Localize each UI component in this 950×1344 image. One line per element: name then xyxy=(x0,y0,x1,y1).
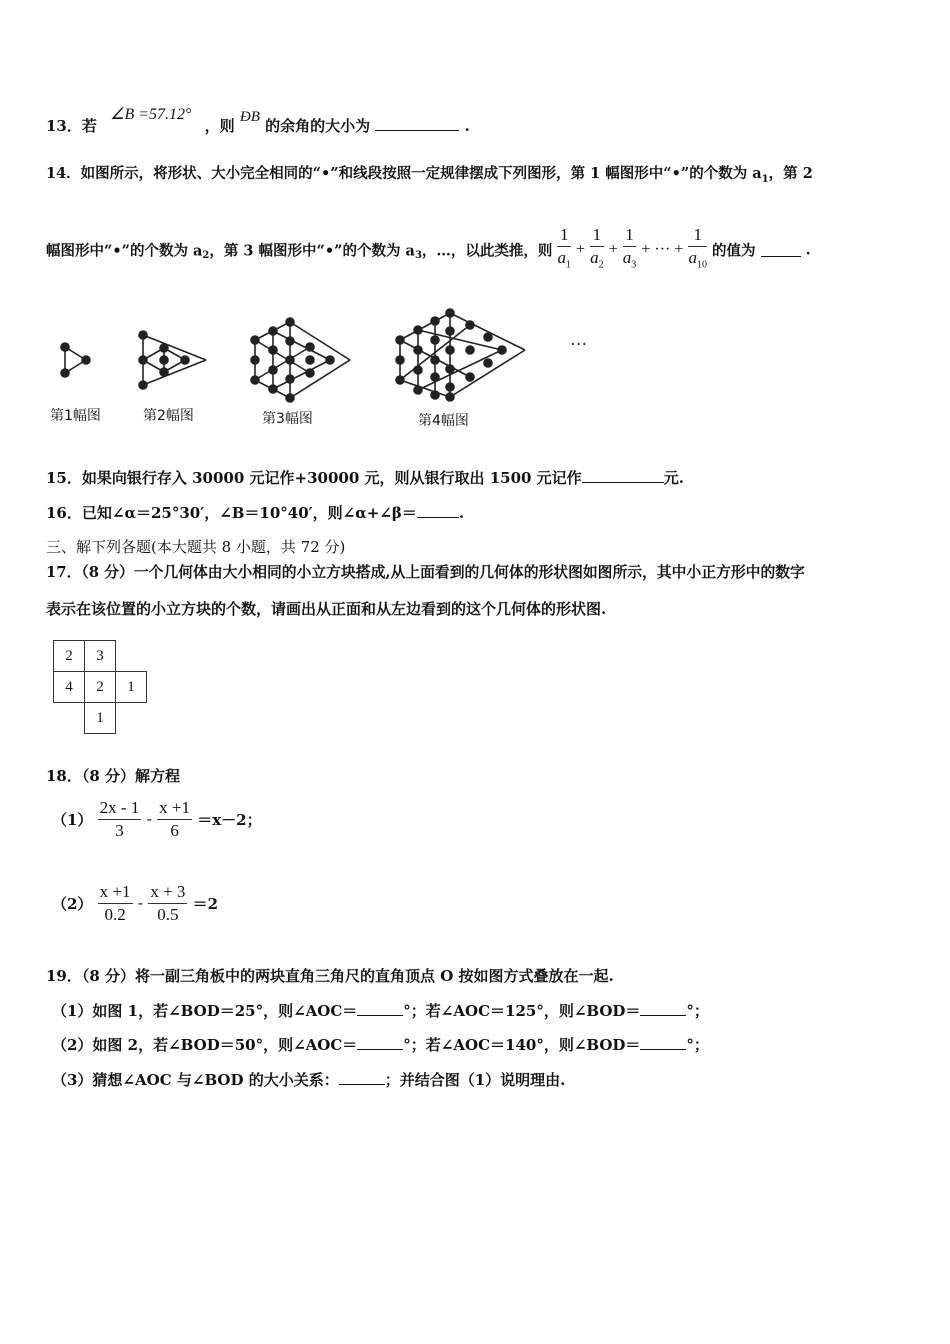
q13-number: 13．若 xyxy=(46,117,97,135)
q19-p1-end: °； xyxy=(686,1002,709,1020)
q14-ellipsis: ··· xyxy=(570,334,588,355)
q19-p2-blank-1[interactable] xyxy=(357,1037,403,1050)
q15-answer-blank[interactable] xyxy=(582,470,664,483)
q18-p1-rhs: ＝x－2； xyxy=(197,811,262,829)
figure-3-label: 第3幅图 xyxy=(262,411,313,427)
q19-p3-blank[interactable] xyxy=(339,1072,385,1085)
q18-p1-label: （1） xyxy=(52,811,93,829)
figure-2-label: 第2幅图 xyxy=(143,408,194,424)
q14-sub2: 2 xyxy=(202,250,210,262)
q14-text2d: 的值为 xyxy=(712,242,756,260)
question-19-part2 xyxy=(52,1034,709,1055)
figure-4-label: 第4幅图 xyxy=(418,413,469,429)
q18-p1-minus: - xyxy=(146,810,152,828)
q18-p2-minus: - xyxy=(137,894,144,912)
q19-p2-text: （2）如图 2，若∠BOD＝50°，则∠AOC＝ xyxy=(52,1036,358,1054)
q19-p2-end: °； xyxy=(686,1036,709,1054)
q18-p2-rhs: ＝2 xyxy=(192,895,219,913)
q18-p2-fraction-2: $\frac{x + 3}{0.5}$ xyxy=(150,882,186,924)
q13-answer-blank[interactable] xyxy=(375,118,459,131)
q14-dots: + ··· + xyxy=(641,241,684,259)
grid-cell: 1 xyxy=(116,672,147,703)
q14-fraction-10: $\frac{1}{a_{10}}$ xyxy=(688,225,707,271)
grid-empty xyxy=(54,703,85,734)
question-17-line1: 17．（8 分）一个几何体由大小相同的小立方块搭成,从上面看到的几何体的形状图如图所示，其中小正方形中的数字 xyxy=(46,564,805,581)
q13-glyph: ÐB xyxy=(239,109,260,125)
q19-p3-end: ；并结合图（1）说明理由. xyxy=(384,1071,566,1089)
q14-pattern-figures xyxy=(40,305,660,415)
question-19-part3 xyxy=(52,1069,565,1090)
q13-mid: ，则 xyxy=(204,117,235,135)
q14-fraction-1: $\frac{1}{a_1}$ xyxy=(557,225,571,271)
q19-p2-mid: °；若∠AOC＝140°，则∠BOD＝ xyxy=(403,1036,641,1054)
section-3-heading: 三、解下列各题(本大题共 8 小题，共 72 分) xyxy=(46,538,346,556)
q14-text2a: 幅图形中“•”的个数为 a xyxy=(46,242,203,260)
q14-text2b: ，第 3 幅图形中“•”的个数为 a xyxy=(209,242,415,260)
figure-1-label: 第1幅图 xyxy=(50,408,101,424)
q14-end: . xyxy=(805,241,811,259)
grid-cell: 4 xyxy=(54,672,85,703)
q19-p3-text: （3）猜想∠AOC 与∠BOD 的大小关系： xyxy=(52,1071,339,1089)
q13-tail: 的余角的大小为 xyxy=(265,117,371,135)
q14-sub3: 3 xyxy=(414,250,422,262)
q19-p1-text: （1）如图 1，若∠BOD＝25°，则∠AOC＝ xyxy=(52,1002,358,1020)
figure-3 xyxy=(251,318,350,402)
q16-tail: . xyxy=(458,504,465,522)
question-14-line2 xyxy=(46,224,811,276)
grid-cell: 2 xyxy=(85,672,116,703)
grid-cell: 1 xyxy=(85,703,116,734)
q16-text: 16．已知∠α＝25°30′，∠B＝10°40′，则∠α+∠β＝ xyxy=(46,504,417,522)
q18-p2-fraction-1: $\frac{x +1}{0.2}$ xyxy=(99,882,131,924)
question-18-title: 18．（8 分）解方程 xyxy=(46,767,181,785)
q14-plus-1: + xyxy=(576,241,586,259)
q14-fraction-3: $\frac{1}{a_3}$ xyxy=(622,225,637,271)
question-15 xyxy=(46,467,684,488)
q14-sub1: 1 xyxy=(761,173,769,185)
q14-text2c: ，…，以此类推，则 xyxy=(421,242,553,260)
grid-empty xyxy=(116,703,147,734)
q15-text: 15．如果向银行存入 30000 元记作+30000 元，则从银行取出 1500 元记作 xyxy=(46,469,582,487)
q14-fraction-2: $\frac{1}{a_2}$ xyxy=(590,225,604,271)
figure-4 xyxy=(396,309,525,401)
question-19-title: 19．（8 分）将一副三角板中的两块直角三角尺的直角顶点 O 按如图方式叠放在一起. xyxy=(46,967,614,985)
grid-cell: 2 xyxy=(54,641,85,672)
q16-answer-blank[interactable] xyxy=(417,505,459,518)
figure-1 xyxy=(61,343,90,377)
q18-p1-fraction-1: $\frac{2x - 1}{3}$ xyxy=(99,798,140,840)
q15-tail: 元. xyxy=(663,469,684,487)
q18-equation-1 xyxy=(52,797,262,842)
q13-end: . xyxy=(464,117,470,135)
grid-cell: 3 xyxy=(85,641,116,672)
q14-text1-tail: ，第 2 xyxy=(768,165,813,182)
q18-p1-fraction-2: $\frac{x +1}{6}$ xyxy=(159,798,190,840)
q13-formula: ∠B =57.12° xyxy=(110,106,192,123)
question-17-line2: 表示在该位置的小立方块的个数，请画出从正面和从左边看到的这个几何体的形状图. xyxy=(46,600,607,618)
q14-plus-2: + xyxy=(608,241,618,259)
question-19-part1 xyxy=(52,1000,709,1021)
grid-empty xyxy=(116,641,147,672)
q18-p2-label: （2） xyxy=(52,895,93,913)
q14-answer-blank[interactable] xyxy=(761,244,801,257)
q18-equation-2 xyxy=(52,881,218,926)
figure-2 xyxy=(139,331,206,389)
question-14-line1 xyxy=(46,162,813,185)
question-16 xyxy=(46,502,464,523)
q19-p1-blank-1[interactable] xyxy=(357,1003,403,1016)
q19-p2-blank-2[interactable] xyxy=(640,1037,686,1050)
question-13 xyxy=(46,106,470,136)
q17-top-view-grid xyxy=(53,640,147,734)
q19-p1-blank-2[interactable] xyxy=(640,1003,686,1016)
q14-text1: 14．如图所示，将形状、大小完全相同的“•”和线段按照一定规律摆成下列图形，第 1 幅图形中“•”的个数为 a xyxy=(46,165,762,182)
q19-p1-mid: °；若∠AOC＝125°，则∠BOD＝ xyxy=(403,1002,641,1020)
